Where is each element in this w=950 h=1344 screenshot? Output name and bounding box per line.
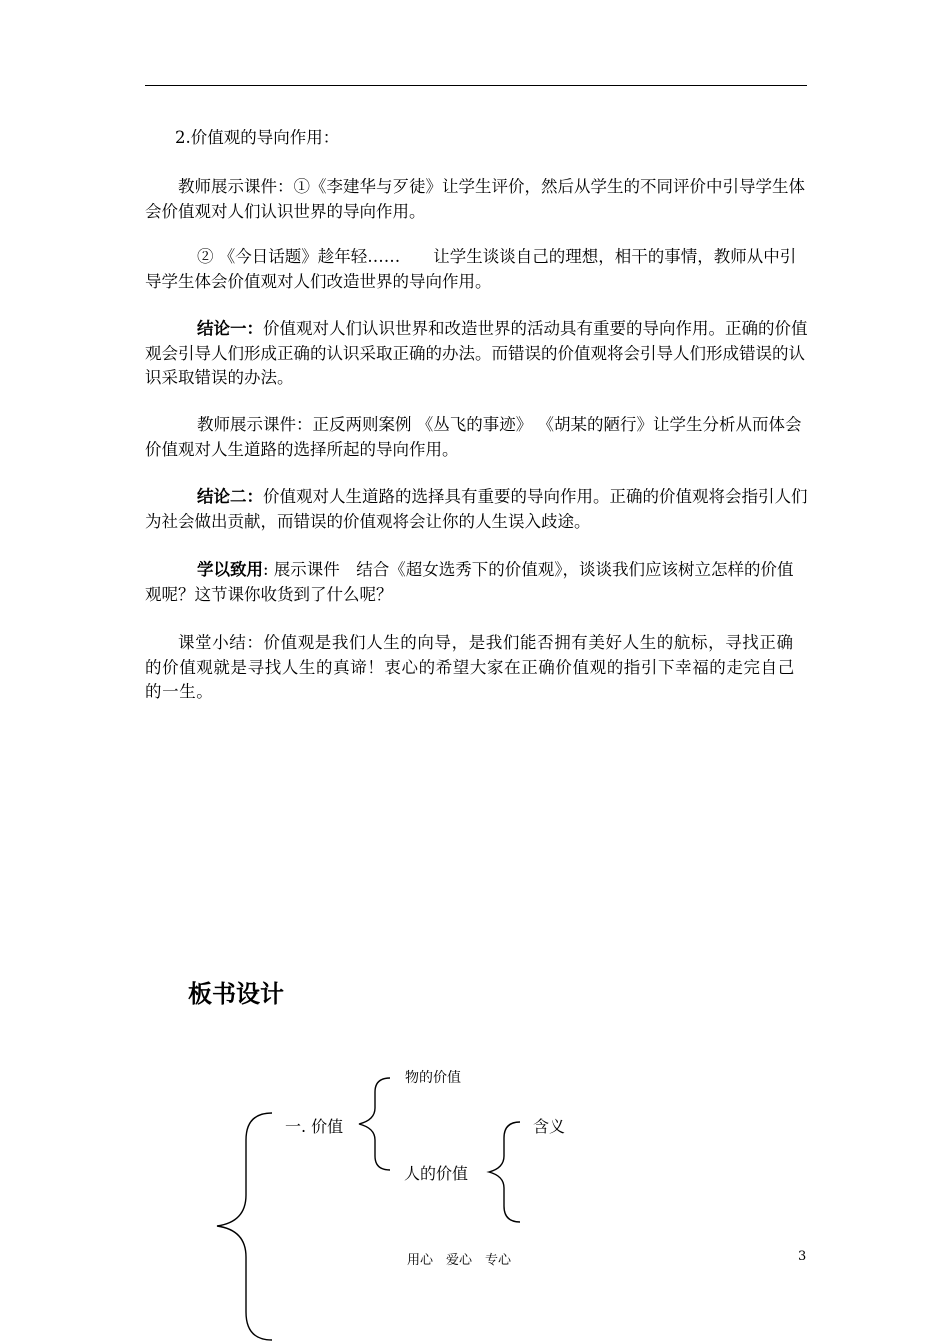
page-number: 3	[798, 1249, 807, 1264]
section-heading: 2.价值观的导向作用：	[175, 128, 340, 147]
conclusion-one-text: 价值观对人们认识世界和改造世界的活动具有重要的导向作用。正确的价值观会引导人们形成正确的认识采取正确的办法。而错误的价值观将会引导人们形成错误的认识采取错误的办法。	[145, 319, 808, 387]
apply-label: 学以致用	[197, 560, 263, 579]
value-brace	[359, 1078, 390, 1170]
paragraph-courseware-1: 教师展示课件：①《李建华与歹徒》让学生评价，然后从学生的不同评价中引导学生体会价值观对人们认识世界的导向作用。	[145, 177, 805, 221]
node-person-value: 人的价值	[404, 1164, 469, 1183]
board-design-title: 板书设计	[188, 980, 284, 1008]
conclusion-two-label: 结论二：	[197, 487, 263, 506]
footer-motto: 用心 爱心 专心	[407, 1253, 512, 1268]
outer-brace	[217, 1113, 272, 1340]
node-thing-value: 物的价值	[405, 1070, 461, 1086]
apply-text: : 展示课件 结合《超女选秀下的价值观》，谈谈我们应该树立怎样的价值观呢？这节课你收货到了什么呢？	[145, 560, 794, 604]
node-value: 一. 价值	[285, 1117, 344, 1136]
node-meaning: 含义	[533, 1117, 566, 1136]
person-value-brace	[489, 1122, 520, 1222]
paragraph-cases: 教师展示课件：正反两则案例 《丛飞的事迹》 《胡某的陋行》让学生分析从而体会价值观对人生道路的选择所起的导向作用。	[145, 415, 802, 459]
conclusion-one-label: 结论一：	[197, 319, 263, 338]
conclusion-two-text: 价值观对人生道路的选择具有重要的导向作用。正确的价值观将会指引人们为社会做出贡献，而错误的价值观将会让你的人生误入歧途。	[145, 487, 808, 531]
class-summary: 课堂小结：价值观是我们人生的向导，是我们能否拥有美好人生的航标，寻找正确的价值观就是寻找人生的真谛！衷心的希望大家在正确价值观的指引下幸福的走完自己的一生。	[145, 633, 795, 701]
paragraph-courseware-2: ② 《今日话题》趁年轻…… 让学生谈谈自己的理想，相干的事情，教师从中引导学生体会价值观对人们改造世界的导向作用。	[145, 247, 797, 291]
